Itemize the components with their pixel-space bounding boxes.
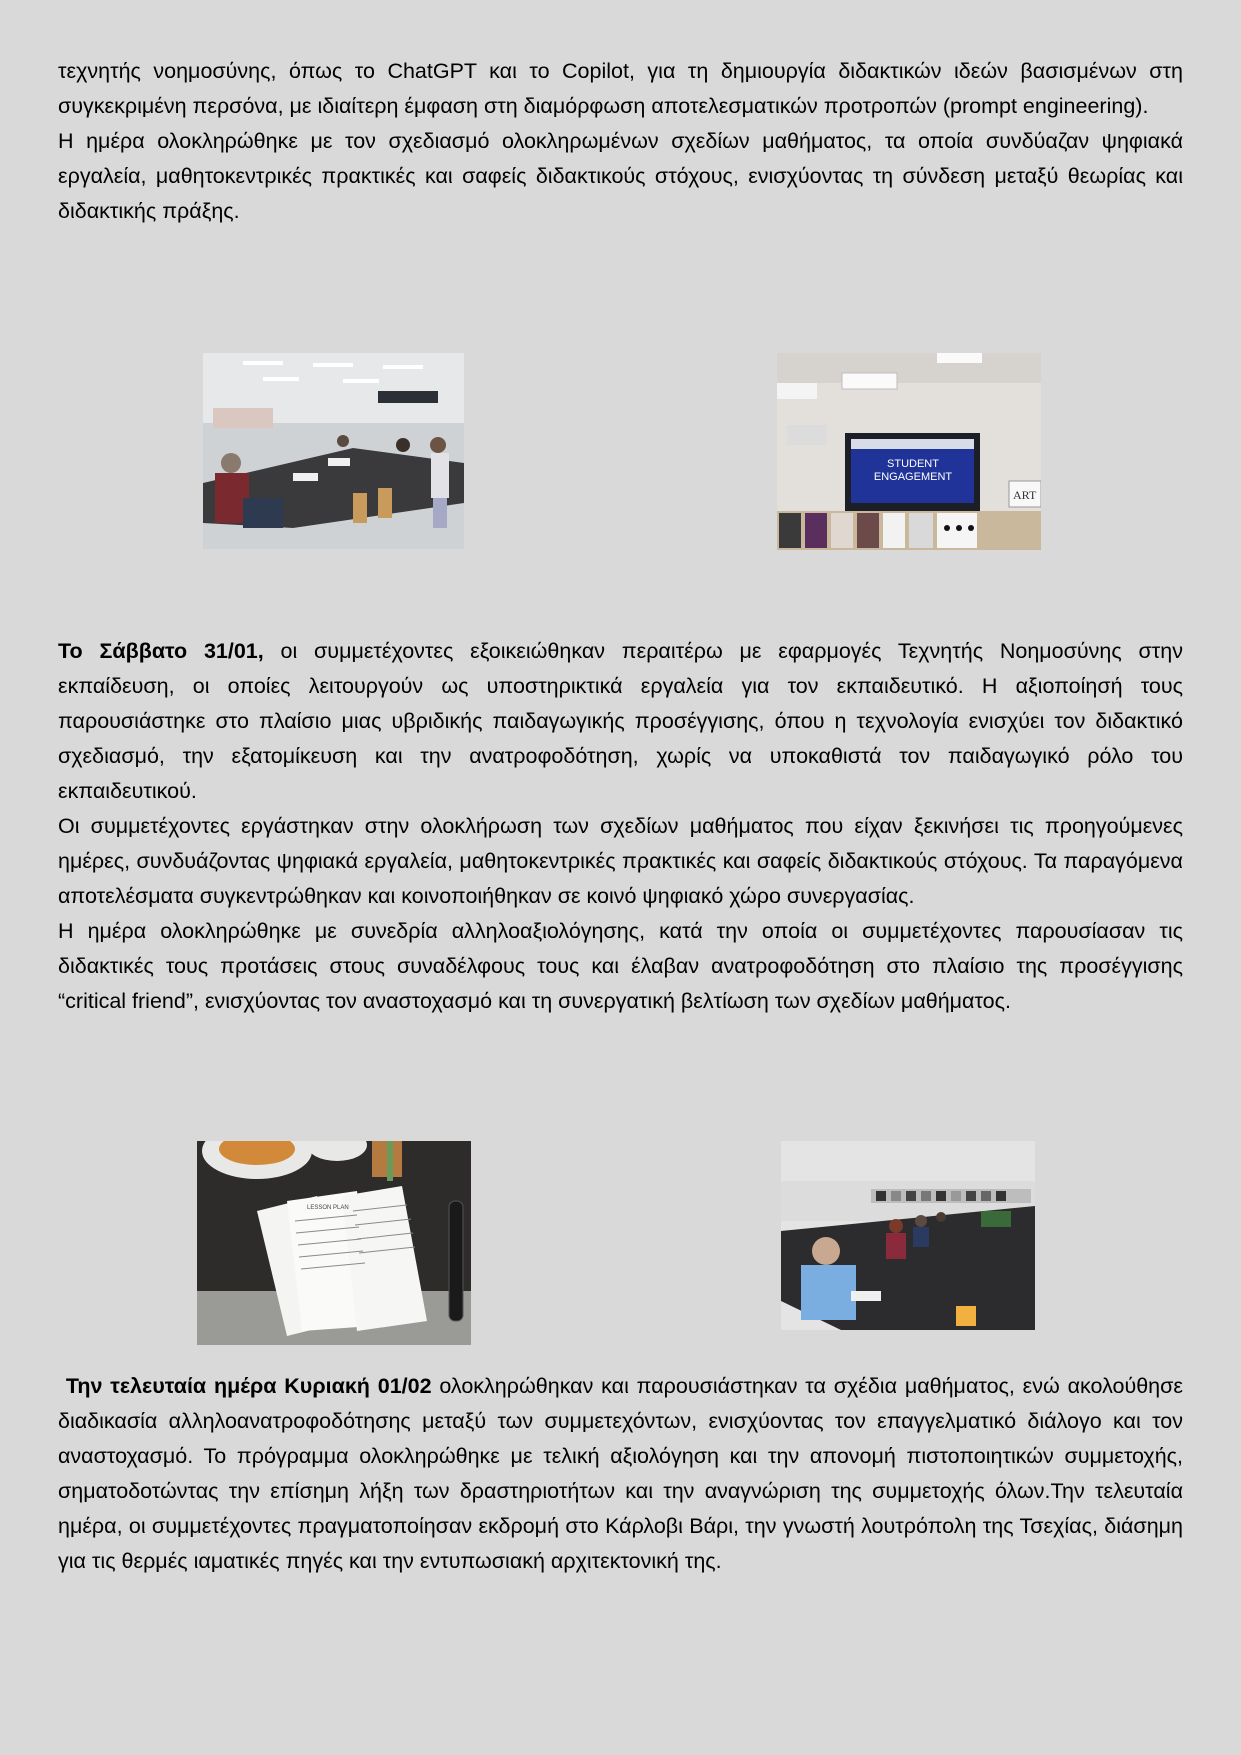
saturday-date-label: Το Σάββατο 31/01, [58, 639, 264, 663]
wall-sign-text: ART [1013, 488, 1037, 502]
screen-title-line1: STUDENT [887, 458, 939, 470]
saturday-text: οι συμμετέχοντες εξοικειώθηκαν περαιτέρω με εφαρμογές Τεχνητής Νοημοσύνης στην εκπαίδευση, οι οποίες λειτουργούν ως υποστηρικτικά εργαλεία για τον εκπαιδευτικό. Η αξιοποίησή τους παρουσιάστηκε στο πλαίσιο μιας υβριδικής παιδαγωγικής προσέγγισης, όπου η τεχνολογία ενισχύει τον διδακτικό σχεδιασμό, την εξατομίκευση και την ανατροφοδότηση, χωρίς να υποκαθιστά τον παιδαγωγικό ρόλο του εκπαιδευτικού. [58, 639, 1183, 803]
saturday-paragraph [58, 634, 1183, 1019]
sunday-text: ολοκληρώθηκαν και παρουσιάστηκαν τα σχέδια μαθήματος, ενώ ακολούθησε διαδικασία αλληλοανατροφοδότησης μεταξύ των συμμετεχόντων, ενισχύοντας τον επαγγελματικό διάλογο και τον αναστοχασμό. Το πρόγραμμα ολοκληρώθηκε με τελική αξιολόγηση και την απονομή πιστοποιητικών συμμετοχής, σηματοδοτώντας την επίσημη λήξη των δραστηριοτήτων και την αναγνώριση της συμμετοχής όλων.Την τελευταία ημέρα, οι συμμετέχοντες πραγματοποίησαν εκδρομή στο Κάρλοβι Βάρι, την γνωστή λουτρόπολη της Τσεχίας, διάσημη για τις θερμές ιαματικές πηγές και την εντυπωσιακή αρχιτεκτονική της. [58, 1374, 1183, 1573]
classroom-photo [203, 353, 464, 549]
sunday-paragraph [58, 1369, 1183, 1579]
lesson-plan-sheet-title: LESSON PLAN [307, 1205, 349, 1211]
participants-table-photo [781, 1141, 1035, 1330]
saturday-peer-review-text: Η ημέρα ολοκληρώθηκε με συνεδρία αλληλοαξιολόγησης, κατά την οποία οι συμμετέχοντες παρουσίασαν τις διδακτικές τους προτάσεις στους συναδέλφους τους και έλαβαν ανατροφοδότηση στο πλαίσιο της προσέγγισης “critical friend”, ενισχύοντας τον αναστοχασμό και τη συνεργατική βελτίωση των σχεδίων μαθήματος. [58, 919, 1183, 1013]
screen-title-line2: ENGAGEMENT [873, 471, 953, 483]
day-summary-text: Η ημέρα ολοκληρώθηκε με τον σχεδιασμό ολοκληρωμένων σχεδίων μαθήματος, τα οποία συνδύαζαν ψηφιακά εργαλεία, μαθητοκεντρικές πρακτικές και σαφείς διδακτικούς στόχους, ενισχύοντας τη σύνδεση μεταξύ θεωρίας και διδακτικής πράξης. [58, 129, 1183, 223]
intro-text: τεχνητής νοημοσύνης, όπως το ChatGPT και το Copilot, για τη δημιουργία διδακτικών ιδεών βασισμένων στη συγκεκριμένη περσόνα, με ιδιαίτερη έμφαση στη διαμόρφωση αποτελεσματικών προτροπών (prompt engineering). [58, 59, 1183, 118]
sunday-date-label: Την τελευταία ημέρα Κυριακή 01/02 [65, 1374, 432, 1398]
lesson-plans-photo [197, 1141, 471, 1345]
presentation-screen-photo [777, 353, 1041, 550]
intro-paragraph [58, 54, 1183, 229]
saturday-lesson-plans-text: Οι συμμετέχοντες εργάστηκαν στην ολοκλήρωση των σχεδίων μαθήματος που είχαν ξεκινήσει τις προηγούμενες ημέρες, συνδυάζοντας ψηφιακά εργαλεία, μαθητοκεντρικές πρακτικές και σαφείς διδακτικούς στόχους. Τα παραγόμενα αποτελέσματα συγκεντρώθηκαν και κοινοποιήθηκαν σε κοινό ψηφιακό χώρο συνεργασίας. [58, 814, 1183, 908]
